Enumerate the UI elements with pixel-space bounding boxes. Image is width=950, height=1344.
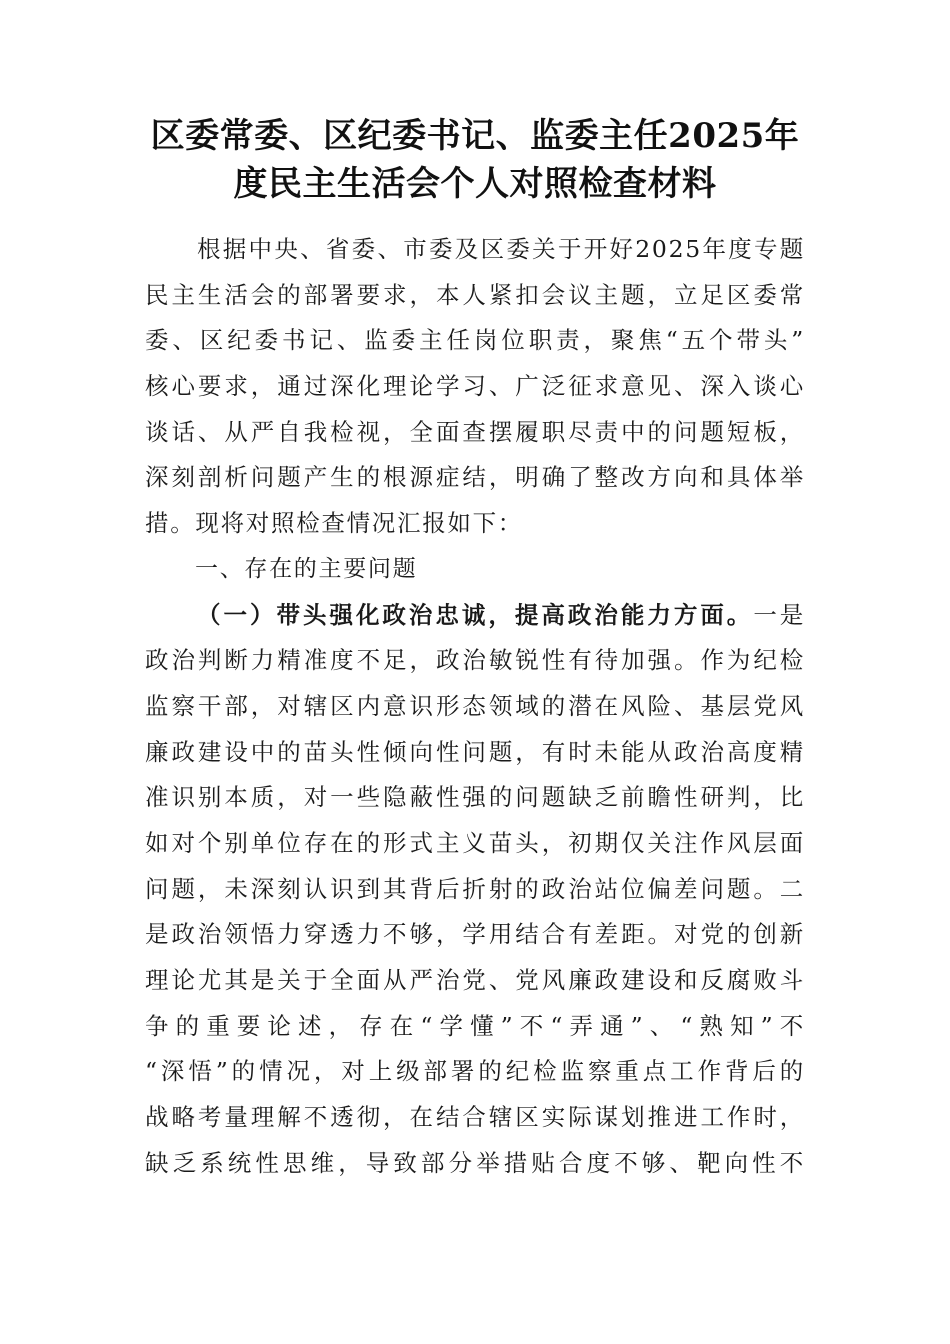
body-line: 理论尤其是关于全面从严治党、党风廉政建设和反腐败斗 <box>145 966 805 994</box>
intro-line: 谈话、从严自我检视，全面查摆履职尽责中的问题短板， <box>145 417 805 446</box>
subsection-first-line-rest: 一是 <box>753 600 806 629</box>
intro-line: 深刻剖析问题产生的根源症结，明确了整改方向和具体举 <box>145 463 805 492</box>
intro-line: 根据中央、省委、市委及区委关于开好2025年度专题 <box>197 235 805 263</box>
title-line-1: 区委常委、区纪委书记、监委主任2025年 <box>150 116 800 156</box>
subsection-title: （一）带头强化政治忠诚，提高政治能力方面。 <box>197 600 754 629</box>
body-line: “深悟”的情况，对上级部署的纪检监察重点工作背后的 <box>145 1057 805 1086</box>
title-line-2: 度民主生活会个人对照检查材料 <box>233 164 717 204</box>
body-line: 政治判断力精准度不足，政治敏锐性有待加强。作为纪检 <box>145 646 805 675</box>
body-line: 战略考量理解不透彻，在结合辖区实际谋划推进工作时， <box>145 1103 805 1132</box>
body-line: 监察干部，对辖区内意识形态领域的潜在风险、基层党风 <box>145 691 805 720</box>
section-heading: 一、存在的主要问题 <box>195 555 418 582</box>
body-line: 如对个别单位存在的形式主义苗头，初期仅关注作风层面 <box>145 828 805 857</box>
intro-line: 措。现将对照检查情况汇报如下： <box>145 509 523 538</box>
intro-line: 民主生活会的部署要求，本人紧扣会议主题，立足区委常 <box>145 280 805 309</box>
body-line: 问题，未深刻认识到其背后折射的政治站位偏差问题。二 <box>145 874 805 903</box>
intro-line: 核心要求，通过深化理论学习、广泛征求意见、深入谈心 <box>145 372 805 401</box>
body-line: 争的重要论述，存在“学懂”不“弄通”、“熟知”不 <box>145 1011 805 1040</box>
document-title <box>120 112 830 208</box>
intro-line: 委、区纪委书记、监委主任岗位职责，聚焦“五个带头” <box>145 326 805 355</box>
document-body <box>145 227 805 1186</box>
body-line: 是政治领悟力穿透力不够，学用结合有差距。对党的创新 <box>145 920 805 949</box>
body-line: 廉政建设中的苗头性倾向性问题，有时未能从政治高度精 <box>145 737 805 766</box>
body-line: 缺乏系统性思维，导致部分举措贴合度不够、靶向性不 <box>145 1148 805 1177</box>
subsection-first-line <box>145 593 805 639</box>
body-line: 准识别本质，对一些隐蔽性强的问题缺乏前瞻性研判，比 <box>145 783 805 812</box>
